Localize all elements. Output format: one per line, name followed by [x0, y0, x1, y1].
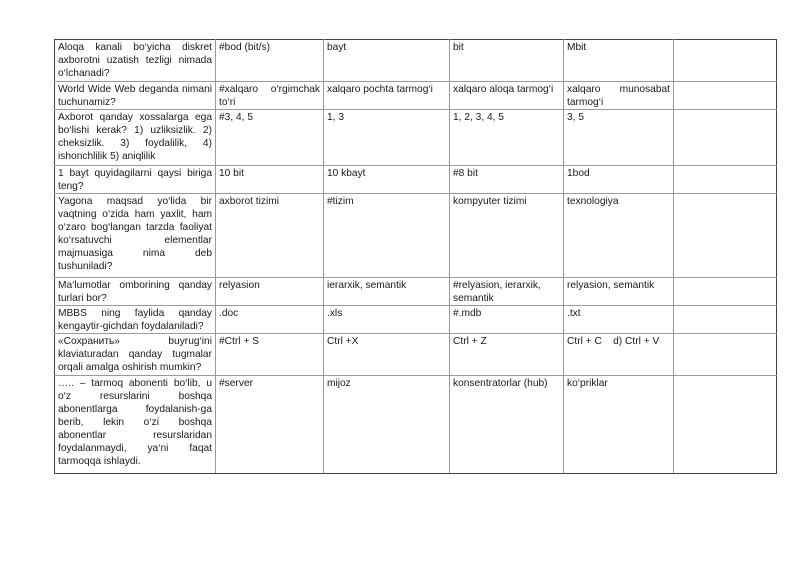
answer-cell: #xalqaro o‘rgimchak to‘ri: [216, 82, 324, 110]
table-row: [55, 376, 777, 474]
answer-cell: bayt: [324, 40, 450, 82]
answer-cell: Ctrl + C d) Ctrl + V: [564, 334, 674, 376]
answer-cell: .txt: [564, 306, 674, 334]
answer-cell: #tizim: [324, 194, 450, 278]
answer-cell: 10 bit: [216, 166, 324, 194]
answer-cell: Ctrl +X: [324, 334, 450, 376]
table-row: [55, 334, 777, 376]
answer-cell: Ctrl + Z: [450, 334, 564, 376]
empty-cell: [674, 376, 777, 474]
answer-cell: #relyasion, ierarxik, semantik: [450, 278, 564, 306]
answer-cell: texnologiya: [564, 194, 674, 278]
question-cell: Aloqa kanali bo‘yicha diskret axborotni uzatish tezligi nimada o‘lchanadi?: [55, 40, 216, 82]
answer-cell: #3, 4, 5: [216, 110, 324, 166]
answer-cell: mijoz: [324, 376, 450, 474]
table-row: [55, 40, 777, 82]
answer-cell: #server: [216, 376, 324, 474]
empty-cell: [674, 110, 777, 166]
answer-cell: konsentratorlar (hub): [450, 376, 564, 474]
answer-cell: axborot tizimi: [216, 194, 324, 278]
question-cell: Axborot qanday xossalarga ega bo‘lishi kerak? 1) uzliksizlik. 2) cheksizlik. 3) foydalilik, 4) ishonchlilik 5) aniqlilik: [55, 110, 216, 166]
answer-cell: .xls: [324, 306, 450, 334]
answer-cell: .doc: [216, 306, 324, 334]
table-row: [55, 110, 777, 166]
empty-cell: [674, 306, 777, 334]
question-cell: MBBS ning faylida qanday kengaytir-gichdan foydalaniladi?: [55, 306, 216, 334]
answer-cell: 1, 2, 3, 4, 5: [450, 110, 564, 166]
empty-cell: [674, 166, 777, 194]
table-row: [55, 82, 777, 110]
answer-cell: 1bod: [564, 166, 674, 194]
answer-cell: xalqaro aloqa tarmog‘i: [450, 82, 564, 110]
question-cell: 1 bayt quyidagilarni qaysi biriga teng?: [55, 166, 216, 194]
question-cell: World Wide Web deganda nimani tuchunamiz?: [55, 82, 216, 110]
table-row: [55, 306, 777, 334]
question-cell: Yagona maqsad yo‘lida bir vaqtning o‘zida ham yaxlit, ham o‘zaro bog‘langan tarzda faoliyat ko‘rsatuvchi elementlar majmuasiga nima deb tushuniladi?: [55, 194, 216, 278]
empty-cell: [674, 334, 777, 376]
empty-cell: [674, 278, 777, 306]
answer-cell: 1, 3: [324, 110, 450, 166]
empty-cell: [674, 40, 777, 82]
quiz-table: [54, 39, 777, 474]
answer-cell: #Ctrl + S: [216, 334, 324, 376]
table-row: [55, 278, 777, 306]
answer-cell: 10 kbayt: [324, 166, 450, 194]
answer-cell: #8 bit: [450, 166, 564, 194]
answer-cell: bit: [450, 40, 564, 82]
answer-cell: Mbit: [564, 40, 674, 82]
table-row: [55, 194, 777, 278]
table-row: [55, 166, 777, 194]
answer-cell: ierarxik, semantik: [324, 278, 450, 306]
empty-cell: [674, 194, 777, 278]
answer-cell: xalqaro pochta tarmog‘i: [324, 82, 450, 110]
answer-cell: relyasion, semantik: [564, 278, 674, 306]
answer-cell: xalqaro munosabat tarmog‘i: [564, 82, 674, 110]
answer-cell: #.mdb: [450, 306, 564, 334]
answer-cell: ko‘priklar: [564, 376, 674, 474]
question-cell: ….. – tarmoq abonenti bo‘lib, u o‘z resurslarini boshqa abonentlarga foydalanish-ga berib, lekin o‘zi boshqa abonentlar resurslaridan foydalanmaydi, ya‘ni faqat tarmoqqa ishlaydi.: [55, 376, 216, 474]
question-cell: «Сохранить» buyrug‘ini klaviaturadan qanday tugmalar orqali amalga oshirish mumkin?: [55, 334, 216, 376]
question-cell: Ma‘lumotlar omborining qanday turlari bor?: [55, 278, 216, 306]
empty-cell: [674, 82, 777, 110]
answer-cell: relyasion: [216, 278, 324, 306]
answer-cell: 3, 5: [564, 110, 674, 166]
answer-cell: #bod (bit/s): [216, 40, 324, 82]
answer-cell: kompyuter tizimi: [450, 194, 564, 278]
